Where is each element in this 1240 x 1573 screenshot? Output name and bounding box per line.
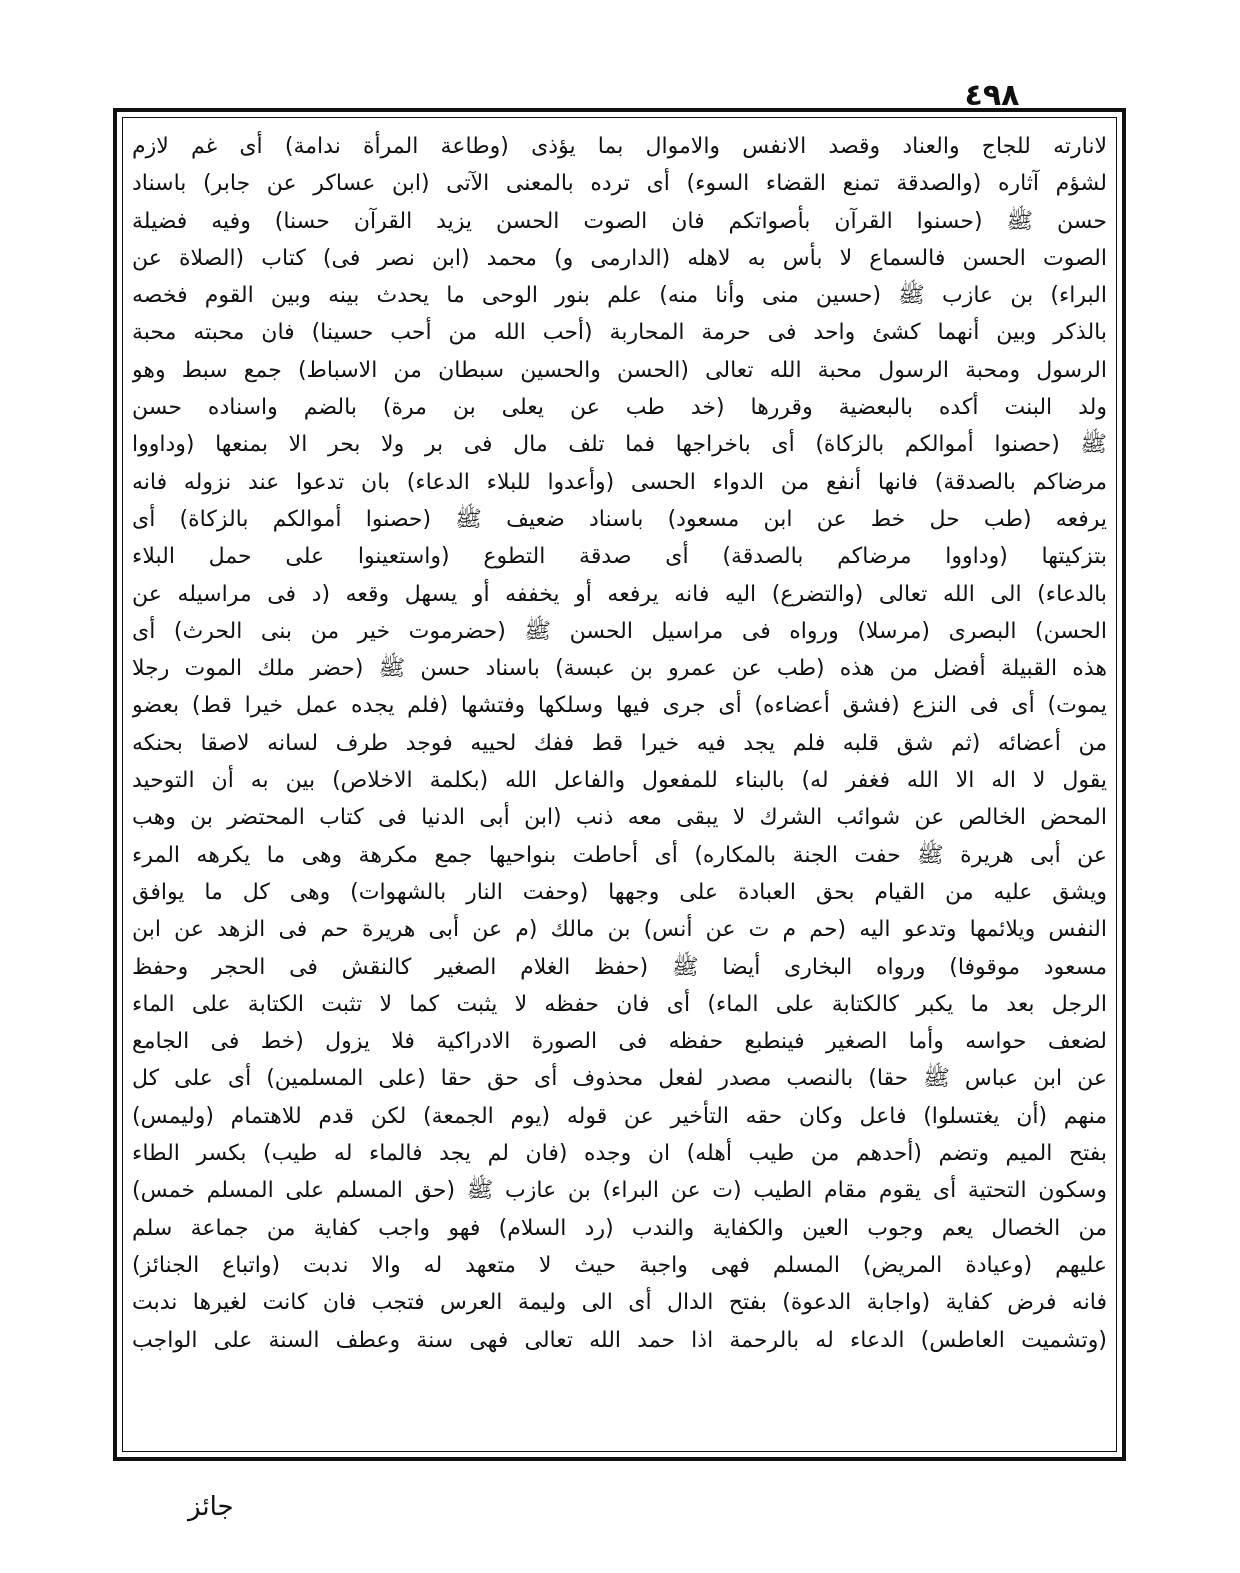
text-line: فانه فرض كفاية (واجابة الدعوة) بفتح الدال أى الى وليمة العرس فتجب فان كانت لغيرها ندبت — [132, 1290, 1107, 1316]
text-line: الصوت الحسن فالسماع لا بأس به لاهله (الدارمى و) محمد (ابن نصر فى) كتاب (الصلاة عن — [132, 245, 1107, 271]
text-line: عليهم (وعيادة المريض) المسلم فهى واجبة حيث لا متعهد له والا ندبت (واتباع الجنائز) — [132, 1252, 1107, 1278]
text-line: بالذكر وبين أنهما كشئ واحد فى حرمة المحاربة (أحب الله من أحب حسينا) فان محبته محبة — [132, 320, 1107, 346]
text-line: مرضاكم بالصدقة) فانها أنفع من الدواء الحسى (وأعدوا للبلاء الدعاء) بان تدعوا عند نزوله فانه — [132, 469, 1107, 495]
text-line: لضعف حواسه وأما الصغير فينطبع حفظه فى الصورة الادراكية فلا يزول (خط فى الجامع — [132, 1029, 1107, 1055]
text-line: الرسول ومحبة الرسول محبة الله تعالى (الحسن والحسين سبطان من الاسباط) جمع سبط وهو — [132, 357, 1107, 383]
text-line: هذه القبيلة أفضل من هذه (طب عن عمرو بن عبسة) باسناد حسن ﷺ (حضر ملك الموت رجلا — [132, 656, 1107, 682]
text-line: منهم (أن يغتسلوا) فاعل وكان حقه التأخير عن قوله (يوم الجمعة) لكن قدم للاهتمام (وليمس) — [132, 1103, 1107, 1129]
text-line: بفتح الميم وتضم (أحدهم من طيب أهله) ان وجده (فان لم يجد فالماء له طيب) بكسر الطاء — [132, 1141, 1107, 1167]
text-line: (وتشميت العاطس) الدعاء له بالرحمة اذا حمد الله تعالى فهى سنة وعطف السنة على الواجب — [132, 1327, 1107, 1353]
body-text — [132, 128, 1107, 1444]
text-line: مسعود موقوفا) ورواه البخارى أيضا ﷺ (حفظ الغلام الصغير كالنقش فى الحجر وحفظ — [132, 954, 1107, 980]
text-line: المحض الخالص عن شوائب الشرك لا يبقى معه ذنب (ابن أبى الدنيا فى كتاب المحتضر بن وهب — [132, 805, 1107, 831]
text-line: لشؤم آثاره (والصدقة تمنع القضاء السوء) أى ترده بالمعنى الآتى (ابن عساكر عن جابر) باسناد — [132, 171, 1107, 197]
catchword: جائز — [188, 1492, 234, 1522]
text-line: ﷺ (حصنوا أموالكم بالزكاة) أى باخراجها فما تلف مال فى بر ولا بحر الا بمنعها (وداووا — [132, 432, 1107, 458]
text-line: حسن ﷺ (حسنوا القرآن بأصواتكم فان الصوت الحسن يزيد القرآن حسنا) وفيه فضيلة — [132, 208, 1107, 234]
text-line: وسكون التحتية أى يقوم مقام الطيب (ت عن البراء) بن عازب ﷺ (حق المسلم على المسلم خمس) — [132, 1178, 1107, 1204]
text-line: الرجل بعد ما يكبر كالكتابة على الماء) أى فان حفظه لا يثبت كما لا تثبت الكتابة على الماء — [132, 991, 1107, 1017]
page-number: ٤٩٨ — [964, 78, 1020, 113]
text-line: يموت) أى فى النزع (فشق أعضاءه) أى جرى فيها وسلكها وفتشها (فلم يجده عمل خيرا قط) بعضو — [132, 693, 1107, 719]
text-line: ولد البنت أكده بالبعضية وقررها (خد طب عن يعلى بن مرة) بالضم واسناده حسن — [132, 395, 1107, 421]
text-line: النفس ويلائمها وتدعو اليه (حم م ت عن أنس) بن مالك (م عن أبى هريرة حم فى الزهد عن ابن — [132, 917, 1107, 943]
text-line: من الخصال يعم وجوب العين والكفاية والندب (رد السلام) فهو واجب كفاية من جماعة سلم — [132, 1215, 1107, 1241]
text-line: بالدعاء) الى الله تعالى (والتضرع) اليه فانه يرفعه أو يخففه أو يسهل وقعه (د فى مراسيله عن — [132, 581, 1107, 607]
text-line: الحسن) البصرى (مرسلا) ورواه فى مراسيل الحسن ﷺ (حضرموت خير من بنى الحرث) أى — [132, 618, 1107, 644]
text-line: من أعضائه (ثم شق قلبه فلم يجد فيه خيرا قط ففك لحييه فوجد طرف لسانه لاصقا بحنكه — [132, 730, 1107, 756]
text-line: عن أبى هريرة ﷺ حفت الجنة بالمكاره) أى أحاطت بنواحيها جمع مكرهة وهى ما يكرهه المرء — [132, 842, 1107, 868]
text-line: ويشق عليه من القيام بحق العبادة على وجهها (وحفت النار بالشهوات) وهى كل ما يوافق — [132, 879, 1107, 905]
text-line: يرفعه (طب حل خط عن ابن مسعود) باسناد ضعيف ﷺ (حصنوا أموالكم بالزكاة) أى — [132, 506, 1107, 532]
text-line: عن ابن عباس ﷺ حقا) بالنصب مصدر لفعل محذوف أى حق حقا (على المسلمين) أى على كل — [132, 1066, 1107, 1092]
text-line: لانارته للجاج والعناد وقصد الانفس والاموال بما يؤذى (وطاعة المرأة ندامة) أى غم لازم — [132, 134, 1107, 159]
text-line: البراء) بن عازب ﷺ (حسين منى وأنا منه) علم بنور الوحى ما يحدث بينه وبين القوم فخصه — [132, 283, 1107, 309]
text-line: يقول لا اله الا الله فغفر له) بالبناء للمفعول والفاعل الله (بكلمة الاخلاص) بين به أن التوحيد — [132, 768, 1107, 794]
text-line: بتزكيتها (وداووا مرضاكم بالصدقة) أى صدقة التطوع (واستعينوا على حمل البلاء — [132, 544, 1107, 570]
